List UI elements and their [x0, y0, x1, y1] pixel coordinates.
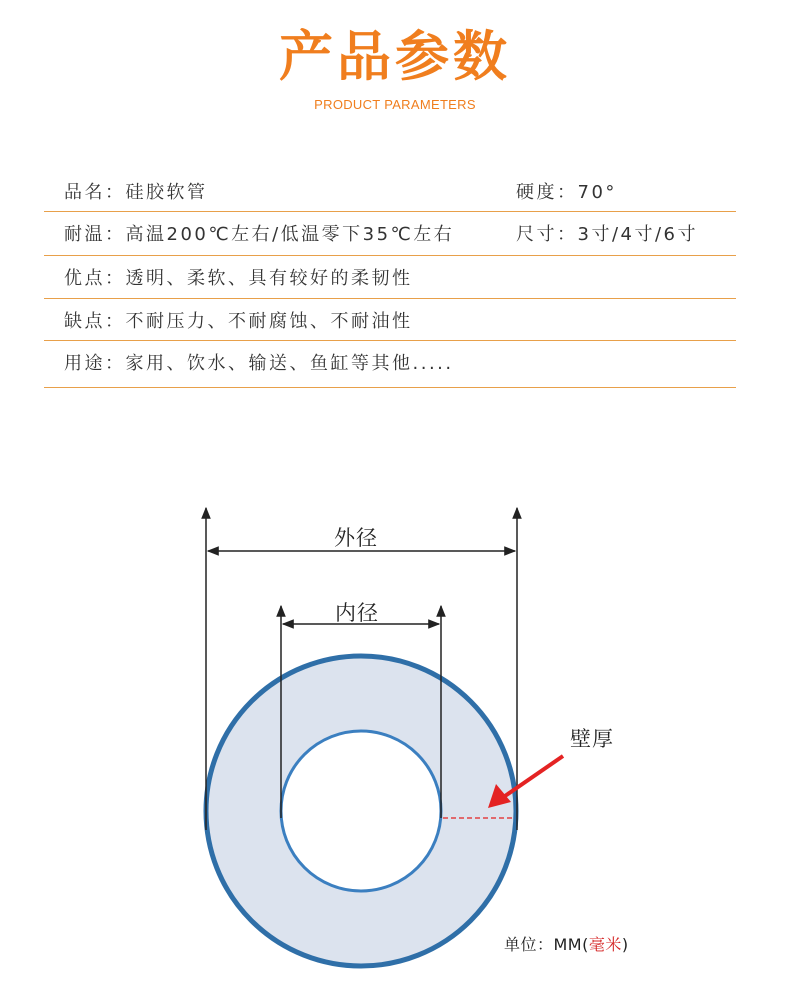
unit-note [504, 932, 629, 955]
page-title: 产品参数 [279, 25, 511, 88]
inner-hole [281, 731, 441, 891]
inner-diameter-label: 内径 [335, 601, 379, 625]
unit-prefix: 单位：MM( [504, 935, 589, 954]
spec-disadvantages: 缺点：不耐压力、不耐腐蚀、不耐油性 [64, 311, 413, 332]
spec-hardness: 硬度：70° [516, 182, 617, 203]
unit-chinese: 毫米 [588, 935, 622, 954]
spec-size: 尺寸：3寸/4寸/6寸 [516, 224, 698, 245]
spec-temperature: 耐温：高温200℃左右/低温零下35℃左右 [64, 224, 455, 245]
wall-thickness-label: 壁厚 [570, 727, 614, 751]
spec-advantages: 优点：透明、柔软、具有较好的柔韧性 [64, 268, 413, 289]
spec-uses: 用途：家用、饮水、输送、鱼缸等其他..... [64, 353, 454, 374]
unit-suffix: ) [621, 935, 629, 954]
outer-diameter-label: 外径 [334, 526, 378, 550]
page-subtitle: PRODUCT PARAMETERS [314, 97, 476, 112]
spec-name: 品名：硅胶软管 [64, 182, 208, 203]
